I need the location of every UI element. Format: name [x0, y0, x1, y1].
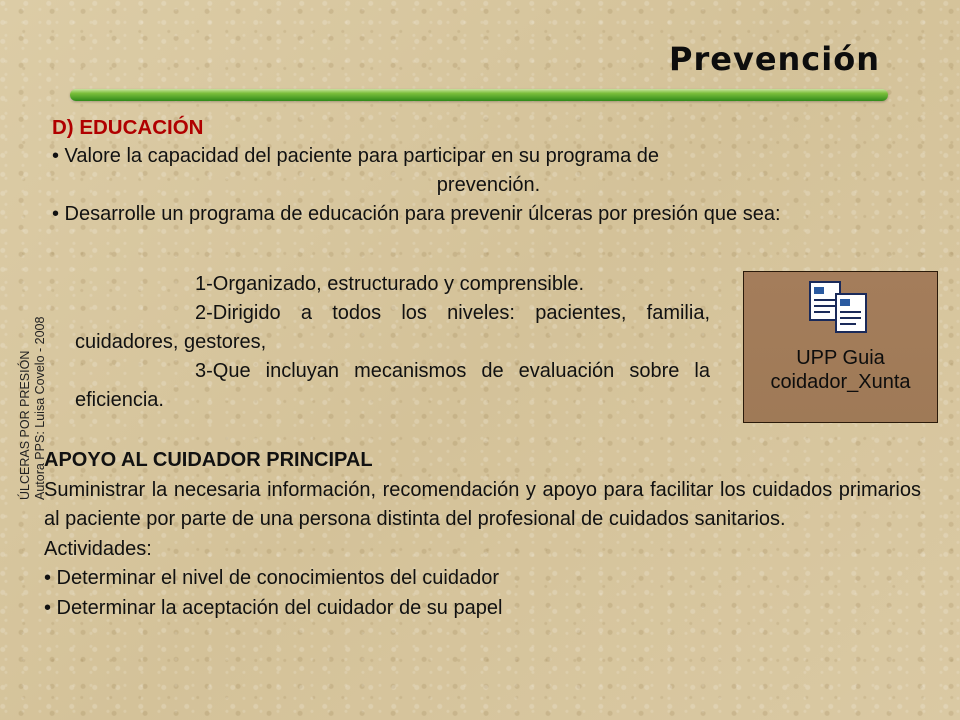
education-bullet-assess-cont: prevención. — [436, 174, 541, 196]
point-item: 3-Que incluyan mecanismos de evaluación sobre la eficiencia. — [75, 360, 710, 411]
attachment-link[interactable] — [743, 271, 938, 423]
caregiver-section — [44, 446, 921, 623]
credit-author: Autora PPS: Luisa Covelo - 2008 — [33, 316, 47, 500]
attachment-label: UPP Guia coidador_Xunta — [770, 347, 911, 393]
activities-label: Actividades: — [44, 537, 152, 560]
credit-topic: ÚLCERAS POR PRESIÓN — [18, 350, 32, 500]
caregiver-paragraph: Suministrar la necesaria información, recomendación y apoyo para facilitar los cuidados primarios al paciente por parte de una persona distinta del profesional de cuidados sanitarios. — [44, 478, 921, 530]
activity-item: • Determinar el nivel de conocimientos del cuidador — [44, 567, 500, 589]
point-item: 1-Organizado, estructurado y comprensible. — [195, 273, 585, 295]
documents-icon — [808, 280, 870, 336]
education-section — [52, 113, 925, 229]
education-points — [75, 270, 710, 415]
activity-item: • Determinar la aceptación del cuidador de su papel — [44, 596, 503, 619]
point-item: 2-Dirigido a todos los niveles: pacientes, familia, cuidadores, gestores, — [75, 302, 710, 353]
title-divider — [70, 89, 888, 101]
education-heading: D) EDUCACIÓN — [52, 116, 204, 139]
education-bullet-assess: • Valore la capacidad del paciente para participar en su programa de — [52, 145, 660, 167]
caregiver-heading: APOYO AL CUIDADOR PRINCIPAL — [44, 449, 373, 471]
slide-title: Prevención — [669, 40, 880, 78]
education-bullet-program: • Desarrolle un programa de educación para prevenir úlceras por presión que sea: — [52, 203, 781, 225]
